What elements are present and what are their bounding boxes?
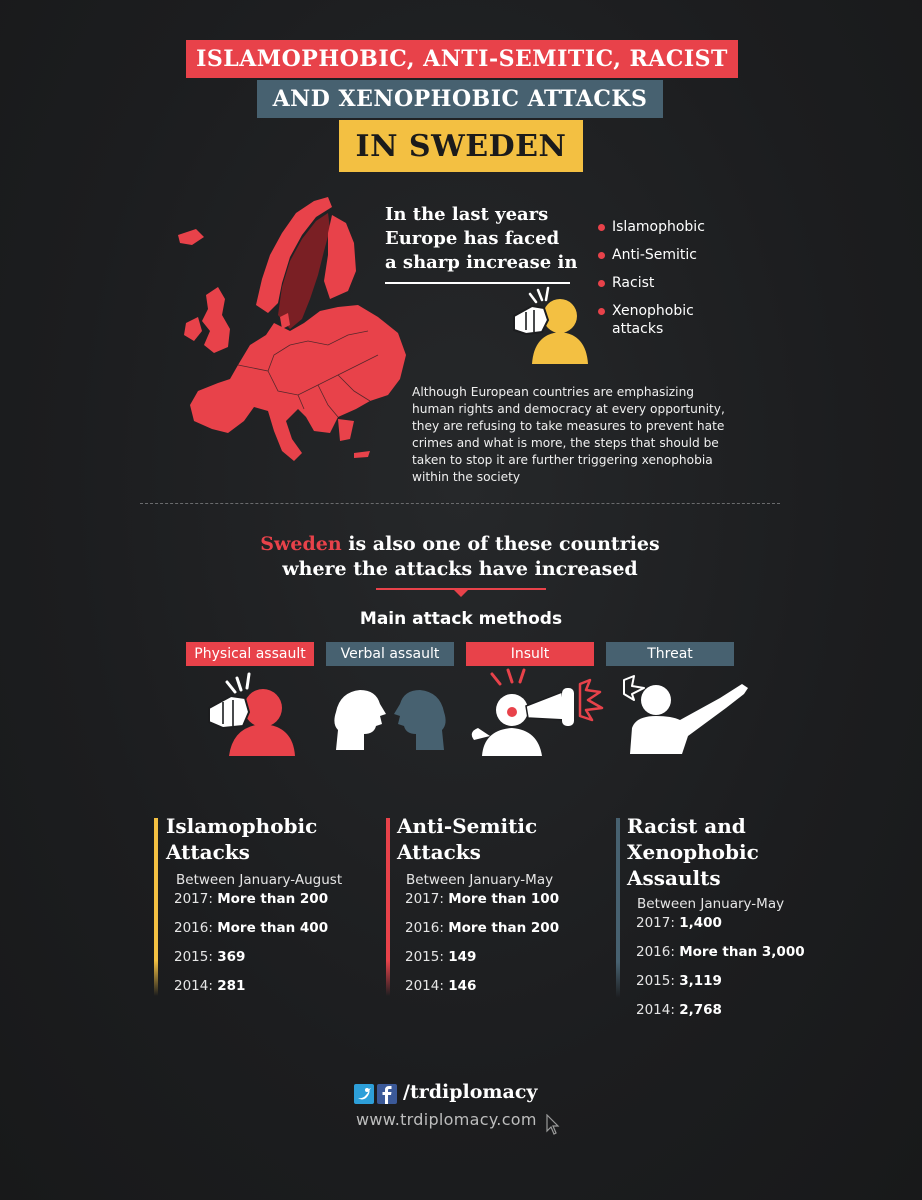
stat-year: 2017:	[405, 891, 444, 907]
stat-row	[405, 920, 559, 936]
intro-paragraph: Although European countries are emphasizing human rights and democracy at every opportunity, they are refusing to take measures to prevent hate crimes and what is more, the steps that should be taken to stop it are further triggering xenophobia within the society	[412, 385, 725, 484]
stat-year: 2015:	[174, 949, 213, 965]
social-links	[354, 1081, 574, 1108]
twitter-icon[interactable]	[354, 1084, 374, 1104]
title-banner-3	[339, 120, 583, 172]
stat-title-line: Xenophobic	[627, 840, 759, 864]
stat-year: 2016:	[405, 920, 444, 936]
stat-row	[174, 920, 328, 936]
stat-year: 2014:	[174, 978, 213, 994]
stat-value: More than 100	[448, 891, 560, 907]
stat-value: 146	[448, 978, 477, 994]
website-link[interactable]: www.trdiplomacy.com	[356, 1110, 537, 1129]
stat-period: Between January-August	[176, 872, 343, 888]
intro-heading-line: Europe has faced	[385, 228, 560, 249]
stat-year: 2016:	[174, 920, 213, 936]
intro-heading-line: In the last years	[385, 204, 549, 225]
stat-title-line: Assaults	[627, 866, 721, 890]
stat-value: More than 3,000	[679, 944, 805, 960]
sweden-statement-line2: where the attacks have increased	[282, 558, 638, 580]
stat-bar-racist	[616, 818, 620, 998]
stat-title-antisemitic	[397, 813, 537, 865]
stat-year: 2017:	[174, 891, 213, 907]
list-item: Anti-Semitic	[598, 246, 697, 264]
stat-year: 2014:	[636, 1002, 675, 1018]
intro-heading-line: a sharp increase in	[385, 252, 578, 273]
list-item: Xenophobic attacks	[598, 302, 712, 338]
stat-value: 149	[448, 949, 477, 965]
stat-value: 1,400	[679, 915, 722, 931]
stat-title-racist	[627, 813, 759, 891]
stat-year: 2015:	[405, 949, 444, 965]
stat-value: More than 200	[448, 920, 560, 936]
sweden-highlight: Sweden	[260, 533, 342, 555]
stat-year: 2017:	[636, 915, 675, 931]
stat-row	[405, 978, 476, 994]
threat-pointing-icon	[620, 666, 752, 754]
stat-value: More than 200	[217, 891, 329, 907]
verbal-assault-icon	[330, 684, 450, 750]
intro-divider	[385, 282, 570, 284]
social-handle[interactable]: /trdiplomacy	[403, 1081, 538, 1103]
stat-value: 3,119	[679, 973, 722, 989]
stat-year: 2014:	[405, 978, 444, 994]
stat-title-line: Racist and	[627, 814, 746, 838]
stat-bar-islamophobic	[154, 818, 158, 996]
stat-period: Between January-May	[406, 872, 554, 888]
stat-row	[405, 891, 559, 907]
title-line-1: ISLAMOPHOBIC, ANTI-SEMITIC, RACIST	[196, 46, 728, 72]
physical-assault-icon	[205, 672, 297, 756]
cursor-icon	[546, 1114, 560, 1136]
stat-year: 2016:	[636, 944, 675, 960]
sweden-statement-rest: is also one of these countries	[341, 533, 660, 555]
europe-map	[178, 195, 408, 470]
stat-title-islamophobic	[166, 813, 317, 865]
method-label-verbal: Verbal assault	[326, 642, 454, 666]
sweden-underline-notch	[452, 588, 470, 597]
stat-row	[636, 973, 722, 989]
stat-value: 2,768	[679, 1002, 722, 1018]
stat-row	[636, 1002, 722, 1018]
stat-row	[636, 944, 805, 960]
stat-row	[405, 949, 476, 965]
title-line-3: IN SWEDEN	[355, 128, 567, 164]
sweden-statement	[190, 532, 730, 582]
methods-title: Main attack methods	[359, 609, 563, 629]
stat-year: 2015:	[636, 973, 675, 989]
list-item: Islamophobic	[598, 218, 705, 236]
title-banner-1	[186, 40, 738, 78]
facebook-icon[interactable]	[377, 1084, 397, 1104]
method-label-physical: Physical assault	[186, 642, 314, 666]
list-item: Racist	[598, 274, 654, 292]
title-line-2: AND XENOPHOBIC ATTACKS	[272, 86, 648, 112]
punch-icon	[508, 286, 590, 364]
method-label-threat: Threat	[606, 642, 734, 666]
stat-title-line: Islamophobic	[166, 814, 318, 838]
stat-title-line: Attacks	[166, 840, 250, 864]
stat-row	[636, 915, 722, 931]
insult-megaphone-icon	[468, 662, 608, 756]
stat-title-line: Attacks	[397, 840, 481, 864]
stat-value: More than 400	[217, 920, 329, 936]
intro-heading	[385, 203, 605, 275]
stat-bar-antisemitic	[386, 818, 390, 996]
stat-row	[174, 978, 245, 994]
section-divider	[140, 503, 780, 504]
method-label-insult: Insult	[466, 642, 594, 666]
stat-value: 281	[217, 978, 246, 994]
stat-row	[174, 891, 328, 907]
stat-value: 369	[217, 949, 246, 965]
stat-row	[174, 949, 245, 965]
stat-title-line: Anti-Semitic	[397, 814, 538, 838]
title-banner-2	[257, 80, 663, 118]
stat-period: Between January-May	[637, 896, 785, 912]
